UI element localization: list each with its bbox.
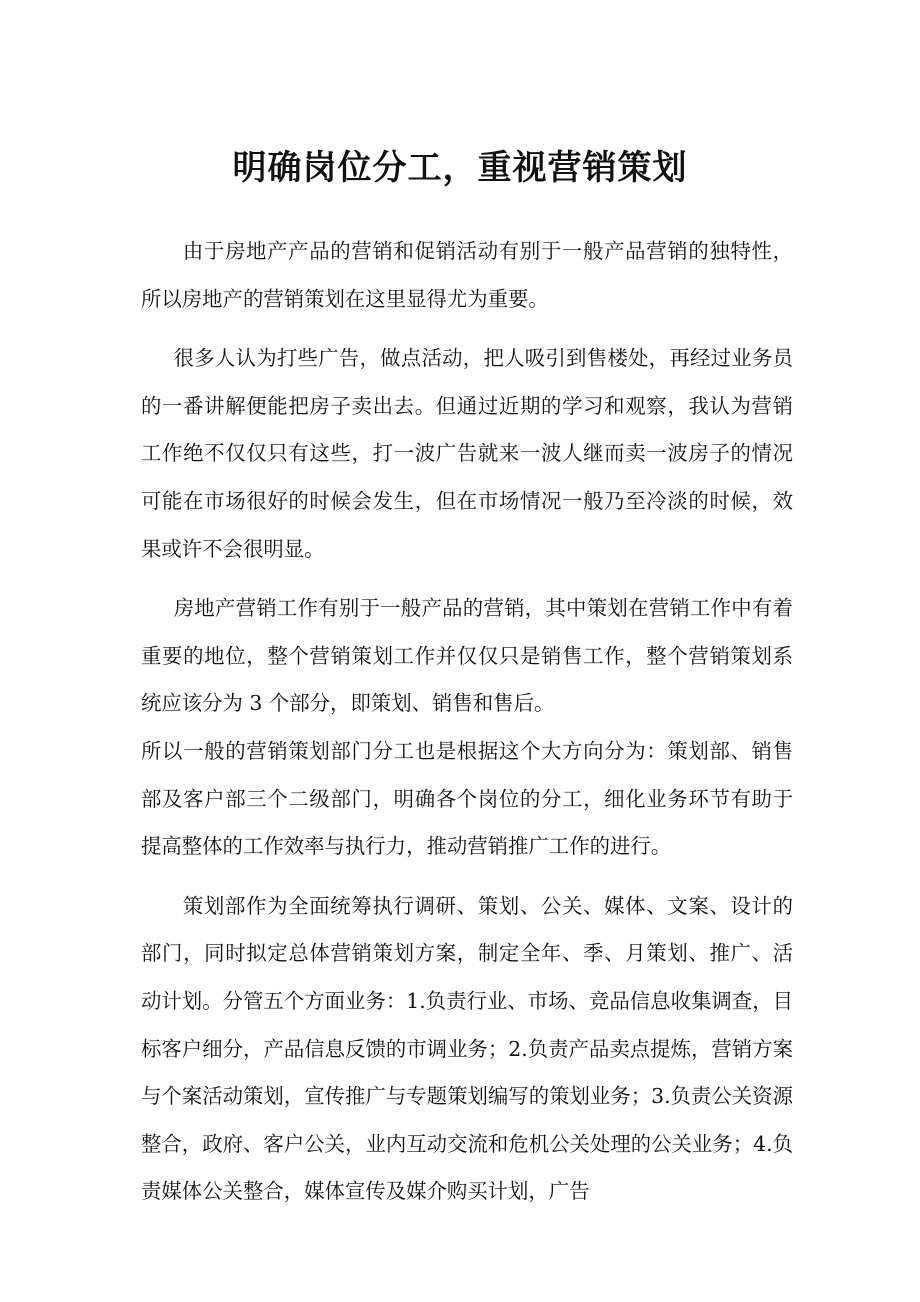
paragraph-3: 房地产营销工作有别于一般产品的营销，其中策划在营销工作中有着重要的地位，整个营销策划工作并仅仅只是销售工作，整个营销策划系统应该分为 3 个部分，即策划、销售和售后。 xyxy=(141,596,793,716)
document-body xyxy=(141,228,793,1216)
document-title: 明确岗位分工，重视营销策划 xyxy=(232,148,688,188)
paragraph-5: 策划部作为全面统筹执行调研、策划、公关、媒体、文案、设计的部门，同时拟定总体营销策划方案，制定全年、季、月策划、推广、活动计划。分管五个方面业务：1.负责行业、市场、竞品信息收集调查，目标客户细分，产品信息反馈的市调业务；2.负责产品卖点提炼，营销方案与个案活动策划，宣传推广与专题策划编写的策划业务；3.负责公关资源整合，政府、客户公关，业内互动交流和危机公关处理的公关业务；4.负责媒体公关整合，媒体宣传及媒介购买计划，广告 xyxy=(141,893,793,1204)
paragraph-1: 由于房地产产品的营销和促销活动有别于一般产品营销的独特性，所以房地产的营销策划在这里显得尤为重要。 xyxy=(141,239,793,311)
paragraph-2: 很多人认为打些广告，做点活动，把人吸引到售楼处，再经过业务员的一番讲解便能把房子卖出去。但通过近期的学习和观察，我认为营销工作绝不仅仅只有这些，打一波广告就来一波人继而卖一波房子的情况可能在市场很好的时候会发生，但在市场情况一般乃至冷淡的时候，效果或许不会很明显。 xyxy=(141,346,793,561)
paragraph-4: 所以一般的营销策划部门分工也是根据这个大方向分为：策划部、销售部及客户部三个二级部门，明确各个岗位的分工，细化业务环节有助于提高整体的工作效率与执行力，推动营销推广工作的进行。 xyxy=(141,738,793,859)
